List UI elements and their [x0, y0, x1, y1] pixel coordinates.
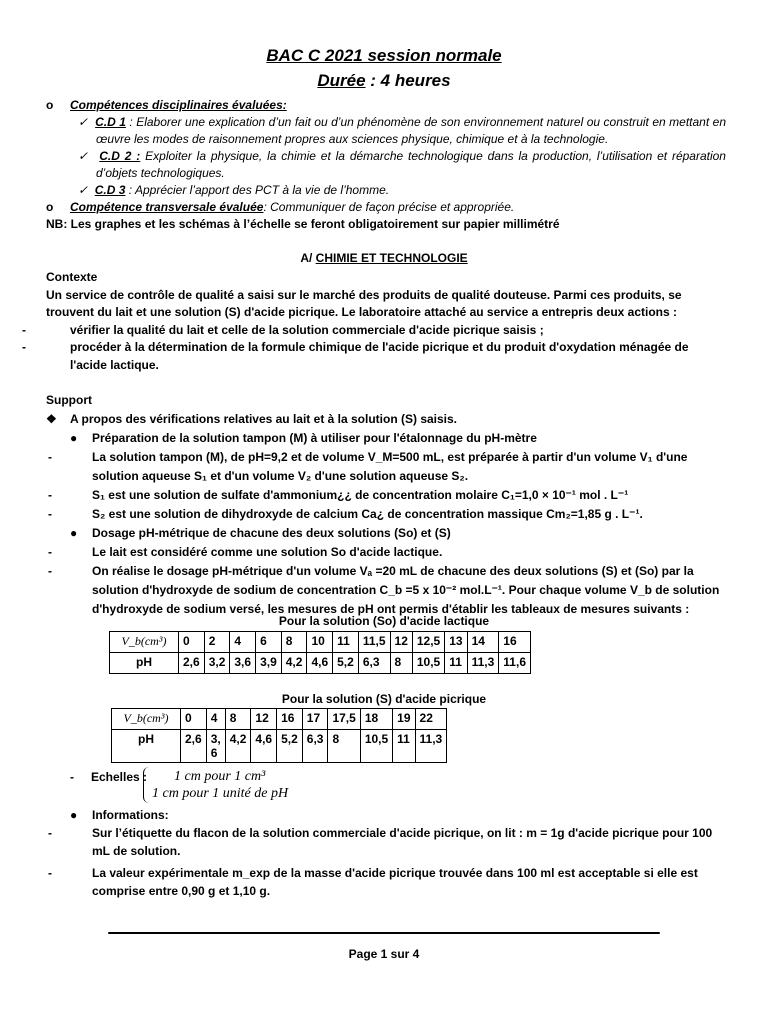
competences-block	[46, 97, 726, 233]
dot-bullet-icon: ●	[70, 808, 78, 822]
table-cell: 6	[256, 632, 282, 653]
competence-item: ✓ C.D 2 : Exploiter la physique, la chimie et la démarche technologique dans la production, l’utilisation et réparation d’objets technologiques.	[78, 149, 726, 180]
table-cell: 0	[179, 632, 205, 653]
table-cell: 8	[281, 632, 307, 653]
table-cell: 18	[360, 709, 392, 730]
table-cell: 10,5	[412, 653, 444, 674]
table-header-cell: V_b(cm³)	[112, 709, 181, 730]
support-block	[46, 391, 726, 619]
table-cell: 11,6	[499, 653, 531, 674]
table-cell: 11	[393, 730, 415, 763]
table-cell: 17	[302, 709, 328, 730]
table-cell: 4	[230, 632, 256, 653]
informations-title: Informations:	[92, 808, 169, 822]
table-cell: 19	[393, 709, 415, 730]
exam-duration	[0, 71, 768, 91]
informations-block	[46, 806, 726, 900]
checkmark-icon: ✓	[78, 183, 95, 197]
table-cell: 11,3	[467, 653, 499, 674]
table-cell: 11,3	[415, 730, 447, 763]
table-row	[110, 632, 531, 653]
competence-item: ✓ C.D 1 : Elaborer une explication d’un fait ou d’un phénomène de son environnement naturel ou construit en mettant en œuvre les modes de raisonnement propres aux sciences physique, chimique et à la technologie.	[78, 115, 726, 146]
table-cell: 16	[499, 632, 531, 653]
duration-label: Durée	[317, 71, 366, 90]
table-cell: 4,6	[251, 730, 277, 763]
table-cell: 3,6	[230, 653, 256, 674]
table-picric	[111, 708, 447, 763]
table-cell: 17,5	[328, 709, 360, 730]
checkmark-icon: ✓	[78, 149, 100, 163]
circle-bullet-icon: o	[46, 200, 54, 214]
scale-lines	[152, 768, 288, 802]
table-cell: 5,2	[333, 653, 359, 674]
prep-line: - S₂ est une solution de dihydroxyde de calcium Ca¿ de concentration massique Cm₂=1,85 g . L⁻¹.	[48, 507, 643, 521]
table1-caption: Pour la solution (So) d'acide lactique	[278, 614, 490, 628]
table-cell: 4,6	[307, 653, 333, 674]
table-cell: 13	[445, 632, 467, 653]
table-cell: 4,2	[281, 653, 307, 674]
table-cell: 11,5	[358, 632, 390, 653]
prep-line: - La solution tampon (M), de pH=9,2 et de volume V_M=500 mL, est préparée à partir d'un volume V₁ d'une solution aqueuse S₁ et d'un volume V₂ d'une solution aqueuse S₂.	[48, 450, 688, 483]
dosage-line: - Le lait est considéré comme une solution So d'acide lactique.	[48, 545, 443, 559]
action-item: - procéder à la détermination de la formule chimique de l'acide picrique et du produit d'oxydation ménagée de l'acide lactique.	[22, 340, 689, 372]
table-cell: 4	[206, 709, 225, 730]
table-cell: 11	[333, 632, 359, 653]
table-header-cell: pH	[112, 730, 181, 763]
support-title: Support	[46, 393, 92, 407]
table-cell: 8	[225, 709, 251, 730]
table-cell: 8	[328, 730, 360, 763]
table-cell: 6,3	[358, 653, 390, 674]
brace-icon	[143, 767, 152, 803]
dot-bullet-icon: ●	[70, 431, 78, 445]
contexte-block	[22, 269, 726, 374]
scale-line: 1 cm pour 1 unité de pH	[152, 786, 289, 801]
table-cell: 3,9	[256, 653, 282, 674]
table-cell: 10	[307, 632, 333, 653]
table-cell: 12,5	[412, 632, 444, 653]
table-cell: 2	[204, 632, 230, 653]
table-cell: 2,6	[179, 653, 205, 674]
dosage-line: - On réalise le dosage pH-métrique d'un volume Vₐ =20 mL de chacune des deux solutions (S) et (So) par la solution d'hydroxyde de sodium de concentration C_b =5 x 10⁻² mol.L⁻¹. Pour chaque volume V_b de solution d'hydroxyde de sodium versé, les mesures de pH ont permis d'établir les tableaux de mesures suivants :	[48, 564, 720, 616]
transversal-text: : Communiquer de façon précise et appropriée.	[263, 200, 515, 214]
table-cell: 8	[390, 653, 412, 674]
table-cell: 3, 6	[206, 730, 225, 763]
table-cell: 14	[467, 632, 499, 653]
table-cell: 22	[415, 709, 447, 730]
table-lactic	[109, 631, 531, 674]
table-header-cell: V_b(cm³)	[110, 632, 179, 653]
info-item: - Sur l’étiquette du flacon de la solution commerciale d'acide picrique, on lit : m = 1g d'acide picrique pour 100 mL de solution.	[48, 826, 713, 858]
nb-note: NB: Les graphes et les schémas à l’échelle se feront obligatoirement sur papier millimétré	[46, 217, 560, 231]
competence-item: ✓ C.D 3 : Apprécier l’apport des PCT à la vie de l’homme.	[78, 183, 390, 197]
prep-title: Préparation de la solution tampon (M) à utiliser pour l'étalonnage du pH-mètre	[92, 431, 537, 445]
exam-title: BAC C 2021 session normale	[266, 46, 502, 65]
table-cell: 3,2	[204, 653, 230, 674]
table-cell: 4,2	[225, 730, 251, 763]
table-header-cell: pH	[110, 653, 179, 674]
table-cell: 11	[445, 653, 467, 674]
table-row	[112, 709, 447, 730]
table-cell: 6,3	[302, 730, 328, 763]
table-row	[112, 730, 447, 763]
section-title: A/ CHIMIE ET TECHNOLOGIE	[300, 251, 468, 265]
transversal-label: Compétence transversale évaluée	[70, 200, 264, 214]
competences-title: Compétences disciplinaires évaluées:	[70, 98, 287, 112]
contexte-text: Un service de contrôle de qualité a saisi sur le marché des produits de qualité douteuse. Parmi ces produits, se trouvent du lait et une solution (S) d'acide picrique. Le laboratoire attaché au service a entrepris deux actions :	[46, 287, 682, 319]
scale-line: 1 cm pour 1 cm³	[174, 769, 266, 784]
info-item: - La valeur expérimentale m_exp de la masse d'acide picrique trouvée dans 100 ml est acceptable si elle est comprise entre 0,90 g et 1,10 g.	[48, 866, 698, 898]
contexte-title: Contexte	[46, 270, 98, 284]
table-cell: 5,2	[277, 730, 303, 763]
support-subtitle: A propos des vérifications relatives au lait et à la solution (S) saisis.	[70, 412, 458, 426]
table-row	[110, 653, 531, 674]
diamond-bullet-icon: ❖	[46, 412, 57, 426]
table-cell: 10,5	[360, 730, 392, 763]
circle-bullet-icon: o	[46, 98, 54, 112]
dot-bullet-icon: ●	[70, 526, 78, 540]
duration-value: : 4 heures	[365, 71, 451, 90]
table-cell: 16	[277, 709, 303, 730]
dosage-title: Dosage pH-métrique de chacune des deux solutions (So) et (S)	[92, 526, 451, 540]
table2-caption: Pour la solution (S) d'acide picrique	[281, 692, 487, 706]
page-number: Page 1 sur 4	[348, 947, 420, 961]
table-cell: 2,6	[181, 730, 207, 763]
footer-divider	[108, 932, 660, 934]
table-cell: 12	[390, 632, 412, 653]
prep-line: - S₁ est une solution de sulfate d'ammonium¿¿ de concentration molaire C₁=1,0 × 10⁻¹ mol . L⁻¹	[48, 488, 629, 502]
table-cell: 12	[251, 709, 277, 730]
checkmark-icon: ✓	[78, 115, 96, 129]
action-item: - vérifier la qualité du lait et celle de la solution commerciale d'acide picrique saisis ;	[22, 322, 544, 337]
table-cell: 0	[181, 709, 207, 730]
scale-label: - Echelles :	[70, 770, 148, 784]
